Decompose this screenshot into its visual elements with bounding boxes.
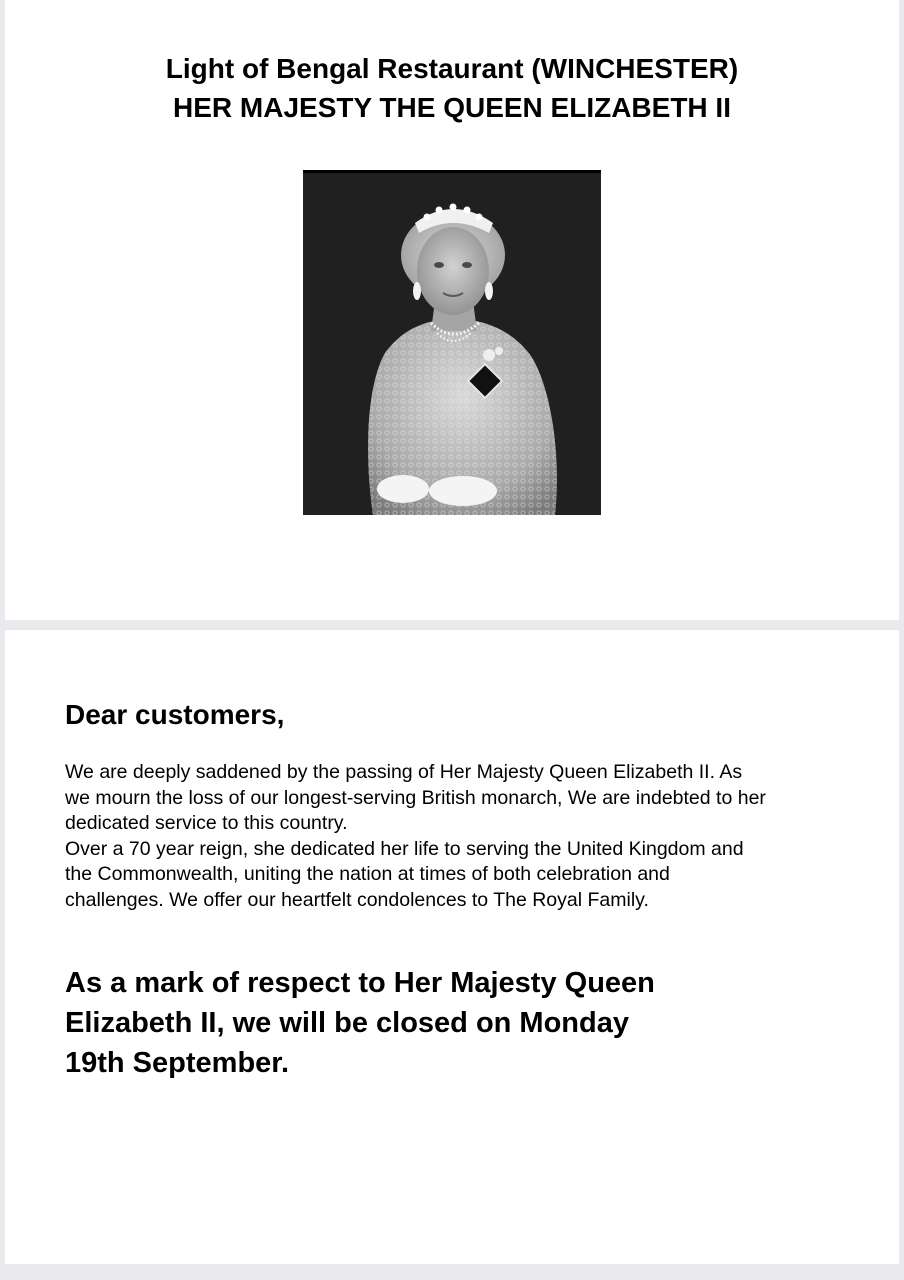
tribute-title: HER MAJESTY THE QUEEN ELIZABETH II (173, 92, 731, 123)
paragraph-line: challenges. We offer our heartfelt condolences to The Royal Family. (65, 888, 649, 911)
portrait-illustration (303, 173, 601, 515)
paragraph-line: We are deeply saddened by the passing of Her Majesty Queen Elizabeth II. As (65, 761, 743, 783)
restaurant-title: Light of Bengal Restaurant (WINCHESTER) (165, 53, 739, 84)
document-page-2 (5, 630, 899, 1264)
paragraph-line: the Commonwealth, uniting the nation at times of both celebration and (65, 863, 670, 885)
greeting-heading: Dear customers, (65, 699, 285, 730)
closure-notice (65, 963, 655, 1083)
notice-line: As a mark of respect to Her Majesty Queen (65, 967, 655, 999)
condolence-paragraph (65, 760, 855, 913)
paragraph-line: Over a 70 year reign, she dedicated her life to serving the United Kingdom and (65, 837, 744, 860)
queen-portrait-image (303, 170, 601, 515)
paragraph-line: dedicated service to this country. (65, 812, 348, 834)
notice-line: 19th September. (65, 1047, 290, 1079)
document-page-1 (5, 0, 899, 620)
paragraph-line: we mourn the loss of our longest-serving British monarch, We are indebted to her (65, 786, 766, 809)
notice-line: Elizabeth II, we will be closed on Monday (65, 1007, 629, 1039)
